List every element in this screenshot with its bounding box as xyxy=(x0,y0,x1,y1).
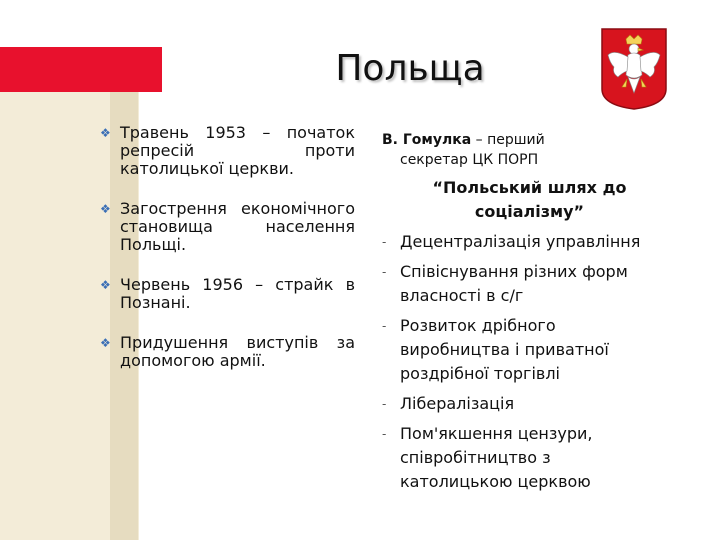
dash-bullet-icon: - xyxy=(382,397,387,411)
leader-line xyxy=(382,130,667,150)
diamond-bullet-icon: ❖ xyxy=(100,278,111,292)
list-item xyxy=(100,124,355,178)
right-dash-list xyxy=(382,230,667,494)
dash-bullet-icon: - xyxy=(382,235,387,249)
list-item-text: Лібералізація xyxy=(400,394,515,413)
dash-bullet-icon: - xyxy=(382,319,387,333)
page-title: Польща xyxy=(335,48,485,89)
leader-name: В. Гомулка xyxy=(382,132,472,148)
list-item xyxy=(382,230,667,254)
flag-white-band xyxy=(0,0,162,47)
flag-red-band xyxy=(0,47,162,92)
diamond-bullet-icon: ❖ xyxy=(100,202,111,216)
list-item xyxy=(382,392,667,416)
dash-bullet-icon: - xyxy=(382,427,387,441)
list-item xyxy=(382,314,667,386)
diamond-bullet-icon: ❖ xyxy=(100,126,111,140)
list-item xyxy=(382,422,667,494)
slogan: “Польський шлях до соціалізму” xyxy=(432,178,627,221)
left-bullet-list xyxy=(100,124,355,392)
list-item xyxy=(100,200,355,254)
list-item-text: Травень 1953 – початок репресій проти католицької церкви. xyxy=(120,123,355,178)
list-item-text: Розвиток дрібного виробництва і приватної роздрібної торгівлі xyxy=(400,316,609,383)
leader-description-cont: секретар ЦК ПОРП xyxy=(400,152,539,168)
list-item xyxy=(100,334,355,370)
list-item-text: Загострення економічного становища населення Польщі. xyxy=(120,199,355,254)
list-item-text: Пом'якшення цензури, співробітництво з католицькою церквою xyxy=(400,424,593,491)
list-item xyxy=(382,260,667,308)
diamond-bullet-icon: ❖ xyxy=(100,336,111,350)
list-item-text: Децентралізація управління xyxy=(400,232,641,251)
leader-description: – перший xyxy=(471,132,545,148)
list-item xyxy=(100,276,355,312)
dash-bullet-icon: - xyxy=(382,265,387,279)
list-item-text: Червень 1956 – страйк в Познані. xyxy=(120,275,355,312)
polish-eagle-emblem xyxy=(600,27,668,110)
list-item-text: Придушення виступів за допомогою армії. xyxy=(120,333,355,370)
right-column xyxy=(382,130,667,500)
list-item-text: Співіснування різних форм власності в с/г xyxy=(400,262,628,305)
